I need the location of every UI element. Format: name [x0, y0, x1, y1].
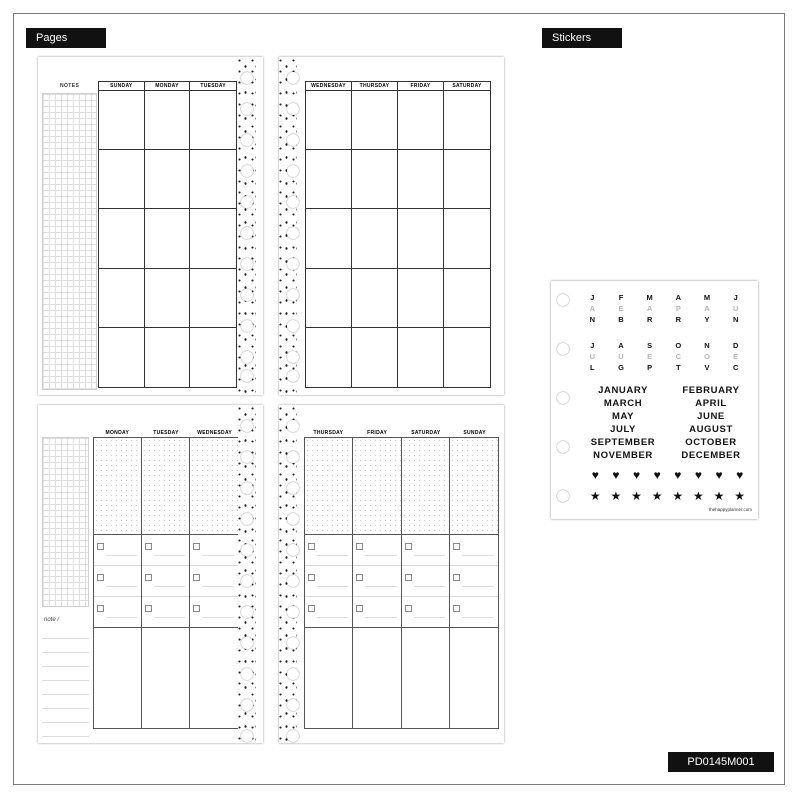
calendar-day-cell: [444, 328, 490, 387]
weekly-left-columns: [93, 437, 239, 729]
calendar-day-cell: [145, 328, 191, 387]
letter-sticker: O: [704, 352, 710, 361]
monthly-right-page: [279, 57, 504, 395]
write-line: [154, 617, 185, 618]
checkbox-icon: [405, 543, 412, 550]
binder-ring-icon: [287, 699, 299, 711]
letter-sticker: J: [733, 293, 738, 302]
binder-ring-icon: [557, 343, 569, 355]
write-line: [462, 617, 494, 618]
binder-ring-icon: [241, 513, 253, 525]
day-header-tuesday: TUESDAY: [200, 83, 226, 89]
calendar-day-cell: [99, 209, 145, 268]
binder-ring-icon: [241, 420, 253, 432]
binder-ring-icon: [287, 351, 299, 363]
notes-grid: [42, 93, 97, 390]
checkbox-icon: [308, 543, 315, 550]
dot-grid-area: [305, 438, 352, 535]
letter-sticker: A: [618, 341, 624, 350]
day-header-sunday: SUNDAY: [463, 430, 486, 436]
checklist-row: [142, 566, 189, 597]
binder-ring-icon: [287, 482, 299, 494]
heart-icon: ♥: [612, 468, 620, 482]
month-sticker: DECEMBER: [681, 450, 741, 461]
write-line: [106, 617, 137, 618]
write-line: [317, 617, 348, 618]
letter-sticker: M: [703, 293, 711, 302]
binder-ring-icon: [287, 730, 299, 742]
weekly-day-column: [450, 438, 498, 728]
dot-grid-area: [402, 438, 449, 535]
dot-grid-area: [190, 438, 238, 535]
checkbox-icon: [405, 574, 412, 581]
binder-ring-icon: [241, 730, 253, 742]
checklist-row: [450, 566, 498, 597]
binder-ring-icon: [241, 606, 253, 618]
checkbox-icon: [193, 605, 200, 612]
calendar-day-cell: [352, 209, 398, 268]
calendar-day-cell: [444, 269, 490, 328]
letter-sticker: Y: [704, 315, 710, 324]
checkbox-icon: [453, 574, 460, 581]
checklist-row: [402, 597, 449, 628]
monthly-left-sheet: [38, 57, 263, 395]
checkbox-icon: [405, 605, 412, 612]
monthly-right-cells: [306, 91, 490, 387]
calendar-day-cell: [444, 91, 490, 150]
checklist-row: [94, 535, 141, 566]
calendar-day-cell: [306, 209, 352, 268]
star-icon: ★: [589, 489, 601, 503]
star-icon: ★: [693, 489, 704, 503]
write-line: [202, 617, 234, 618]
checkbox-icon: [356, 574, 363, 581]
checkbox-icon: [97, 543, 104, 550]
letter-sticker: E: [647, 352, 653, 361]
checkbox-icon: [193, 543, 200, 550]
checkbox-icon: [97, 574, 104, 581]
calendar-day-cell: [99, 328, 145, 387]
weekly-right-header: [304, 430, 499, 436]
day-header-thursday: THURSDAY: [352, 82, 398, 91]
day-header-monday: MONDAY: [145, 82, 191, 91]
weekly-day-column: [142, 438, 190, 728]
calendar-day-cell: [145, 209, 191, 268]
checkbox-icon: [145, 543, 152, 550]
letter-sticker: P: [647, 363, 653, 372]
binder-ring-icon: [287, 544, 299, 556]
heart-icon: ♥: [591, 468, 599, 482]
write-line: [414, 586, 445, 587]
month-sticker: MARCH: [603, 398, 643, 409]
checklist-row: [190, 535, 238, 566]
write-line: [462, 586, 494, 587]
heart-icon: ♥: [715, 468, 723, 482]
dot-grid-area: [142, 438, 189, 535]
note-lines: [42, 625, 89, 737]
binder-ring-icon: [287, 72, 299, 84]
letter-sticker: N: [704, 341, 710, 350]
checklist-row: [142, 597, 189, 628]
letter-sticker: E: [618, 304, 624, 313]
heart-stickers: [585, 468, 750, 482]
weekly-day-column: [402, 438, 450, 728]
write-line: [317, 586, 348, 587]
checklist-row: [353, 597, 400, 628]
weekly-left-header: [93, 430, 239, 436]
write-line: [414, 555, 445, 556]
binder-ring-icon: [241, 320, 253, 332]
binder-ring-icon: [241, 699, 253, 711]
star-icon: ★: [631, 489, 642, 503]
calendar-day-cell: [398, 328, 444, 387]
calendar-day-cell: [444, 150, 490, 209]
star-icon: ★: [734, 489, 746, 503]
calendar-day-cell: [190, 328, 236, 387]
binder-ring-icon: [241, 165, 253, 177]
heart-icon: ♥: [653, 468, 661, 482]
calendar-day-cell: [352, 150, 398, 209]
month-sticker: JULY: [610, 424, 636, 435]
monthly-right-header: [306, 82, 490, 91]
day-header-saturday: SATURDAY: [452, 83, 482, 89]
binder-ring-icon: [241, 544, 253, 556]
binder-ring-icon: [287, 227, 299, 239]
binder-ring-icon: [287, 451, 299, 463]
checklist-row: [450, 535, 498, 566]
letter-sticker: M: [646, 293, 653, 302]
star-icon: ★: [610, 489, 622, 503]
weekly-day-column: [353, 438, 401, 728]
write-line: [202, 586, 234, 587]
binder-ring-icon: [557, 392, 569, 404]
letter-sticker: B: [618, 315, 624, 324]
dot-grid-area: [353, 438, 400, 535]
calendar-day-cell: [190, 209, 236, 268]
letter-sticker: E: [733, 352, 739, 361]
heart-icon: ♥: [674, 468, 682, 482]
binder-ring-icon: [241, 134, 253, 146]
monthly-left-calendar: [98, 81, 237, 388]
letter-sticker: C: [675, 352, 682, 361]
star-icon: ★: [713, 489, 725, 503]
weekly-right-page: [279, 405, 504, 743]
checklist-row: [190, 597, 238, 628]
binder-ring-icon: [241, 637, 253, 649]
day-header-wednesday: WEDNESDAY: [306, 82, 352, 91]
write-line: [106, 586, 137, 587]
weekly-right-columns: [304, 437, 499, 729]
binder-ring-icon: [241, 575, 253, 587]
sticker-sheet: [551, 281, 758, 519]
calendar-day-cell: [398, 209, 444, 268]
letter-sticker: C: [732, 363, 739, 372]
checklist-row: [305, 566, 352, 597]
day-header-monday: MONDAY: [105, 430, 130, 436]
months-left-column: [577, 384, 669, 462]
dot-grid-area: [94, 438, 141, 535]
checkbox-icon: [453, 543, 460, 550]
calendar-day-cell: [352, 269, 398, 328]
letter-sticker: N: [589, 315, 596, 324]
calendar-day-cell: [306, 150, 352, 209]
letter-sticker: J: [590, 293, 595, 302]
note-label: note /: [44, 617, 60, 623]
write-line: [154, 555, 185, 556]
binder-ring-icon: [287, 134, 299, 146]
day-header-saturday: SATURDAY: [411, 430, 441, 436]
checklist-row: [353, 566, 400, 597]
letter-sticker: D: [732, 341, 739, 350]
month-letter-stickers: [579, 292, 749, 373]
binder-ring-icon: [241, 451, 253, 463]
checkbox-icon: [193, 574, 200, 581]
heart-icon: ♥: [736, 468, 744, 482]
binder-ring-icon: [287, 165, 299, 177]
checkbox-icon: [356, 605, 363, 612]
calendar-day-cell: [145, 150, 191, 209]
binder-ring-icon: [241, 196, 253, 208]
letter-sticker: U: [732, 304, 739, 313]
checkbox-icon: [145, 574, 152, 581]
calendar-day-cell: [190, 91, 236, 150]
calendar-day-cell: [398, 269, 444, 328]
write-line: [414, 617, 445, 618]
calendar-day-cell: [99, 91, 145, 150]
day-header-friday: FRIDAY: [367, 430, 388, 436]
binder-ring-icon: [287, 103, 299, 115]
star-icon: ★: [651, 489, 663, 503]
notes-label: NOTES: [60, 83, 80, 89]
calendar-day-cell: [145, 269, 191, 328]
calendar-day-cell: [190, 150, 236, 209]
letter-sticker: U: [589, 352, 596, 361]
calendar-day-cell: [99, 269, 145, 328]
day-header-sunday: SUNDAY: [99, 82, 145, 91]
write-line: [365, 586, 396, 587]
brand-url: thehappyplanner.com: [708, 507, 752, 512]
month-sticker: FEBRUARY: [682, 385, 740, 396]
letter-sticker: T: [676, 363, 681, 372]
binder-ring-icon: [287, 637, 299, 649]
checklist-row: [190, 566, 238, 597]
binder-ring-icon: [287, 606, 299, 618]
weekly-day-column: [190, 438, 238, 728]
checkbox-icon: [145, 605, 152, 612]
day-header-tuesday: TUESDAY: [153, 430, 179, 436]
binder-ring-icon: [557, 294, 569, 306]
heart-icon: ♥: [694, 468, 702, 482]
letter-sticker: A: [704, 304, 710, 313]
binder-ring-icon: [241, 482, 253, 494]
letter-sticker: A: [675, 293, 682, 302]
binder-ring-icon: [287, 420, 299, 432]
month-sticker: JANUARY: [598, 385, 648, 396]
month-sticker: SEPTEMBER: [590, 437, 656, 448]
binder-ring-icon: [241, 289, 253, 301]
binder-ring-icon: [287, 668, 299, 680]
write-line: [365, 617, 396, 618]
month-sticker: OCTOBER: [685, 437, 737, 448]
write-line: [202, 555, 234, 556]
letter-sticker: A: [646, 304, 653, 313]
letter-sticker: A: [589, 304, 596, 313]
checkbox-icon: [308, 605, 315, 612]
weekly-notes-grid: [42, 437, 89, 607]
calendar-day-cell: [398, 150, 444, 209]
checklist-row: [402, 535, 449, 566]
day-header-wednesday: WEDNESDAY: [197, 430, 233, 436]
checkbox-icon: [97, 605, 104, 612]
calendar-day-cell: [352, 91, 398, 150]
calendar-day-cell: [306, 328, 352, 387]
write-line: [462, 555, 494, 556]
day-header-thursday: THURSDAY: [313, 430, 344, 436]
month-sticker: JUNE: [697, 411, 725, 422]
month-sticker: APRIL: [695, 398, 727, 409]
write-line: [154, 586, 185, 587]
checklist-row: [353, 535, 400, 566]
month-sticker: AUGUST: [689, 424, 733, 435]
weekly-day-column: [305, 438, 353, 728]
letter-sticker: R: [675, 315, 682, 324]
letter-sticker: G: [618, 363, 624, 372]
letter-sticker: O: [675, 341, 682, 350]
binder-ring-icon: [241, 370, 253, 382]
letter-sticker: P: [675, 304, 681, 313]
binder-ring-icon: [287, 370, 299, 382]
calendar-day-cell: [306, 91, 352, 150]
letter-sticker: J: [590, 341, 595, 350]
months-right-column: [669, 384, 753, 462]
checklist-row: [402, 566, 449, 597]
letter-sticker: R: [646, 315, 653, 324]
binder-ring-icon: [287, 258, 299, 270]
checklist-row: [305, 597, 352, 628]
letter-sticker: N: [732, 315, 739, 324]
write-line: [365, 555, 396, 556]
product-code: PD0145M001: [668, 752, 774, 772]
calendar-day-cell: [99, 150, 145, 209]
calendar-day-cell: [398, 91, 444, 150]
binder-ring-icon: [287, 320, 299, 332]
checkbox-icon: [308, 574, 315, 581]
binder-ring-icon: [241, 258, 253, 270]
letter-sticker: V: [704, 363, 710, 372]
binder-ring-icon: [241, 227, 253, 239]
monthly-right-calendar: [305, 81, 491, 388]
month-sticker: NOVEMBER: [593, 450, 653, 461]
weekly-day-column: [94, 438, 142, 728]
checklist-row: [305, 535, 352, 566]
binder-ring-icon: [287, 513, 299, 525]
binder-ring-icon: [287, 289, 299, 301]
star-icon: ★: [672, 489, 684, 503]
binder-ring-icon: [287, 575, 299, 587]
letter-sticker: L: [590, 363, 595, 372]
calendar-day-cell: [145, 91, 191, 150]
month-sticker: MAY: [611, 411, 635, 422]
checkbox-icon: [453, 605, 460, 612]
checkbox-icon: [356, 543, 363, 550]
weekly-left-page: [38, 405, 263, 743]
calendar-day-cell: [190, 269, 236, 328]
calendar-day-cell: [306, 269, 352, 328]
letter-sticker: U: [618, 352, 624, 361]
heart-icon: ♥: [633, 468, 641, 482]
binder-ring-icon: [557, 441, 569, 453]
write-line: [106, 555, 137, 556]
dot-grid-area: [450, 438, 498, 535]
binder-ring-icon: [241, 103, 253, 115]
binder-ring-icon: [241, 668, 253, 680]
letter-sticker: F: [618, 293, 624, 302]
checklist-row: [142, 535, 189, 566]
write-line: [317, 555, 348, 556]
binder-ring-icon: [241, 351, 253, 363]
monthly-left-cells: [99, 91, 236, 387]
star-stickers: [585, 489, 750, 503]
day-header-friday: FRIDAY: [398, 82, 444, 91]
binder-ring-icon: [557, 490, 569, 502]
pages-label: Pages: [26, 28, 106, 48]
letter-sticker: S: [647, 341, 653, 350]
calendar-day-cell: [444, 209, 490, 268]
calendar-day-cell: [352, 328, 398, 387]
binder-ring-icon: [241, 72, 253, 84]
monthly-left-header: [99, 82, 236, 91]
checklist-row: [94, 566, 141, 597]
binder-ring-icon: [287, 196, 299, 208]
checklist-row: [94, 597, 141, 628]
stickers-label: Stickers: [542, 28, 622, 48]
checklist-row: [450, 597, 498, 628]
